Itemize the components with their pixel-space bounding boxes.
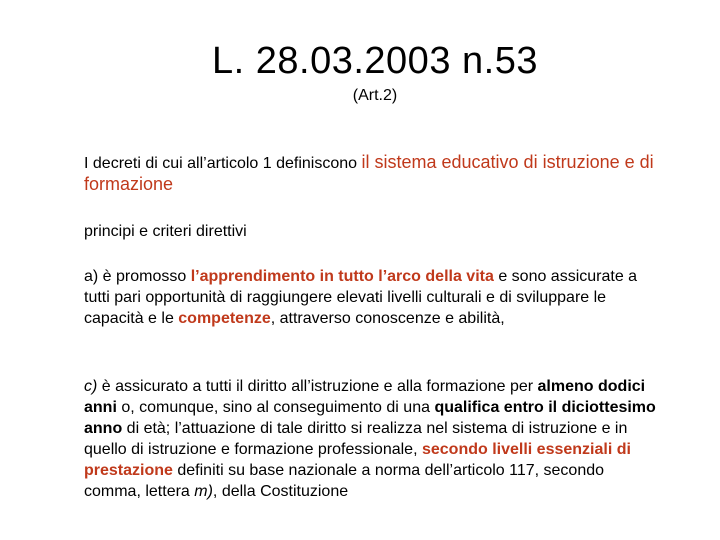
clause-c-bold-years: almeno dodici anni — [84, 378, 646, 416]
clause-a-text-1: a) è promosso — [84, 268, 191, 285]
clause-a-text-2: e sono assicurate a tutti pari opportunità di raggiungere elevati livelli culturali e di sviluppare le capacità e le — [84, 268, 638, 327]
clause-a-paragraph — [84, 266, 664, 329]
clause-c-bold-qualifica: qualifica entro il diciottesimo anno — [84, 399, 656, 437]
clause-c-lead: c) — [84, 378, 98, 395]
principles-heading: principi e criteri direttivi — [84, 223, 247, 240]
clause-a-text-3: , attraverso conoscenze e abilità, — [270, 310, 505, 327]
clause-c-letter: m) — [194, 483, 213, 500]
clause-c-text-3: di età; l’attuazione di tale diritto si realizza nel sistema di istruzione e in quello di istruzione e formazione professionale, — [84, 420, 628, 458]
clause-c-text-2: o, comunque, sino al conseguimento di una — [116, 399, 435, 416]
clause-a-highlight-competenze: competenze — [178, 310, 271, 327]
clause-c-paragraph — [84, 376, 664, 502]
clause-c-text-4: definiti su base nazionale a norma dell’articolo 117, secondo comma, lettera — [84, 462, 605, 500]
clause-c-highlight-livelli: secondo livelli essenziali di prestazione — [84, 441, 631, 479]
clause-c-text-5: , della Costituzione — [212, 483, 349, 500]
page-title: L. 28.03.2003 n.53 — [212, 40, 538, 82]
clause-c-text-1: è assicurato a tutti il diritto all’istruzione e alla formazione per — [97, 378, 538, 395]
intro-paragraph — [84, 152, 664, 196]
clause-a-highlight-lifelong: l’apprendimento in tutto l’arco della vita — [190, 268, 494, 285]
intro-highlight: il sistema educativo di istruzione e di formazione — [84, 152, 654, 194]
intro-text: I decreti di cui all’articolo 1 definiscono — [84, 155, 362, 172]
page-subtitle: (Art.2) — [352, 87, 398, 104]
